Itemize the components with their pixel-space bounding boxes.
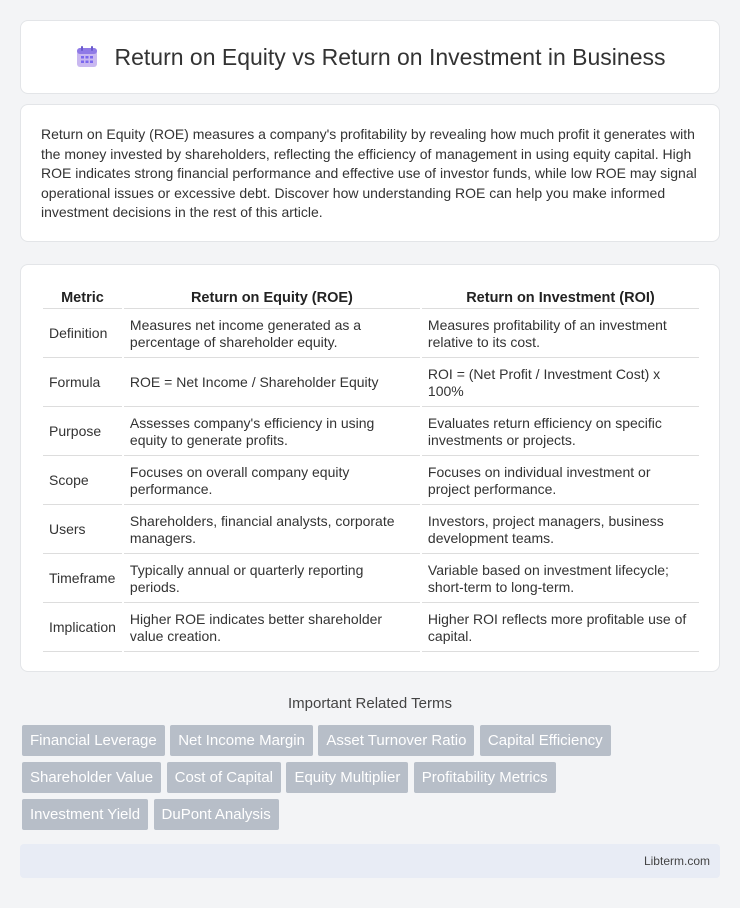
comparison-table-card [20, 264, 720, 672]
metric-cell: Implication [43, 605, 122, 652]
related-term-tag[interactable]: Asset Turnover Ratio [318, 725, 474, 756]
column-header: Return on Equity (ROE) [124, 287, 420, 309]
roe-cell: Focuses on overall company equity performance. [124, 458, 420, 505]
table-row [43, 311, 699, 358]
page-title: Return on Equity vs Return on Investment in Business [114, 43, 666, 70]
table-row [43, 409, 699, 456]
related-term-tag[interactable]: DuPont Analysis [154, 799, 279, 830]
column-header: Metric [43, 287, 122, 309]
metric-cell: Definition [43, 311, 122, 358]
metric-cell: Formula [43, 360, 122, 407]
intro-card [20, 104, 720, 242]
table-row [43, 605, 699, 652]
roe-cell: ROE = Net Income / Shareholder Equity [124, 360, 420, 407]
footer-site-link[interactable]: Libterm.com [643, 854, 710, 868]
roe-cell: Assesses company's efficiency in using equity to generate profits. [124, 409, 420, 456]
roe-cell: Measures net income generated as a percentage of shareholder equity. [124, 311, 420, 358]
roe-cell: Typically annual or quarterly reporting periods. [124, 556, 420, 603]
roe-cell: Higher ROE indicates better shareholder value creation. [124, 605, 420, 652]
roe-cell: Shareholders, financial analysts, corporate managers. [124, 507, 420, 554]
related-term-tag[interactable]: Net Income Margin [170, 725, 313, 756]
roi-cell: ROI = (Net Profit / Investment Cost) x 100% [422, 360, 699, 407]
table-header-row [43, 287, 699, 309]
related-terms-list [22, 725, 722, 836]
header-card [20, 20, 720, 94]
metric-cell: Timeframe [43, 556, 122, 603]
related-term-tag[interactable]: Financial Leverage [22, 725, 165, 756]
roi-cell: Focuses on individual investment or project performance. [422, 458, 699, 505]
related-term-tag[interactable]: Profitability Metrics [414, 762, 556, 793]
related-term-tag[interactable]: Cost of Capital [167, 762, 281, 793]
table-row [43, 360, 699, 407]
footer [20, 844, 720, 878]
table-row [43, 458, 699, 505]
metric-cell: Users [43, 507, 122, 554]
intro-text: Return on Equity (ROE) measures a company's profitability by revealing how much profit it generates with the money invested by shareholders, reflecting the efficiency of management in using equity capital. High ROE indicates strong financial performance and effective use of investor funds, while low ROE may signal operational issues or excessive debt. Discover how understanding ROE can help you make informed investment decisions in the rest of this article. [41, 126, 697, 221]
related-term-tag[interactable]: Equity Multiplier [286, 762, 408, 793]
column-header: Return on Investment (ROI) [422, 287, 699, 309]
roi-cell: Variable based on investment lifecycle; short-term to long-term. [422, 556, 699, 603]
table-row [43, 556, 699, 603]
roi-cell: Investors, project managers, business development teams. [422, 507, 699, 554]
calendar-icon [74, 44, 100, 70]
roi-cell: Evaluates return efficiency on specific investments or projects. [422, 409, 699, 456]
related-term-tag[interactable]: Investment Yield [22, 799, 148, 830]
related-term-tag[interactable]: Capital Efficiency [480, 725, 611, 756]
table-row [43, 507, 699, 554]
roi-cell: Higher ROI reflects more profitable use of capital. [422, 605, 699, 652]
comparison-table [41, 285, 701, 654]
metric-cell: Purpose [43, 409, 122, 456]
related-terms-title: Important Related Terms [288, 695, 452, 712]
metric-cell: Scope [43, 458, 122, 505]
roi-cell: Measures profitability of an investment relative to its cost. [422, 311, 699, 358]
related-term-tag[interactable]: Shareholder Value [22, 762, 161, 793]
